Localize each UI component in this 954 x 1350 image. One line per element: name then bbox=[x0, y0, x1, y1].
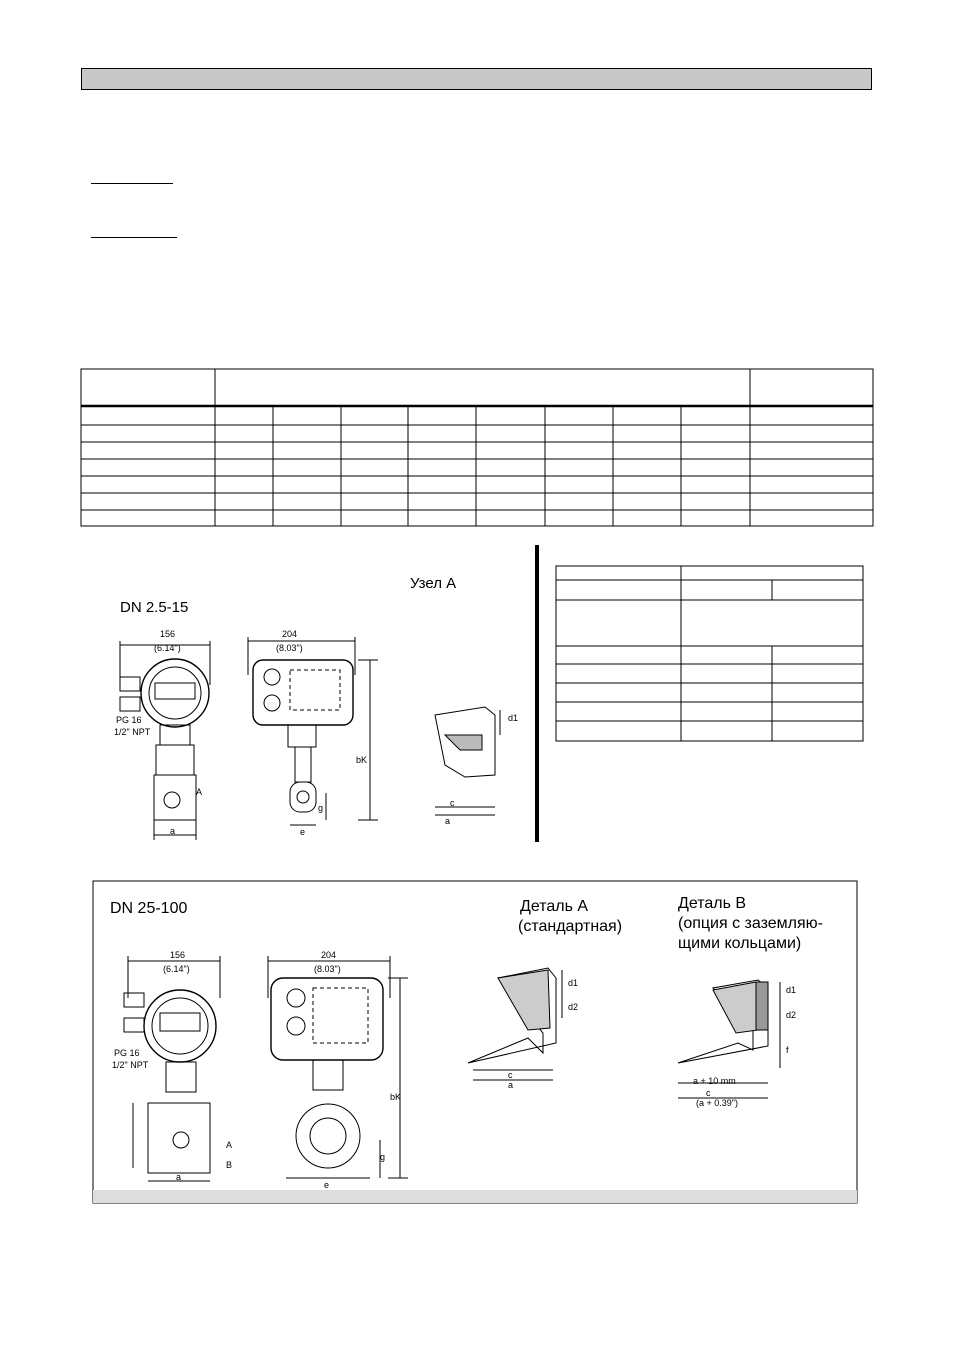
label-dn-small: DN 2.5-15 bbox=[120, 599, 189, 616]
svg-text:bK: bK bbox=[390, 1092, 402, 1102]
svg-text:d1: d1 bbox=[508, 713, 519, 723]
svg-text:d2: d2 bbox=[568, 1002, 579, 1012]
detail-b-sub1: (опция с заземляю- bbox=[678, 915, 823, 932]
svg-text:1/2" NPT: 1/2" NPT bbox=[112, 1060, 149, 1070]
svg-text:c: c bbox=[450, 798, 455, 808]
label-node-a: Узел A bbox=[410, 575, 457, 592]
detail-a-title: Деталь A bbox=[520, 898, 589, 915]
underline-1 bbox=[91, 183, 173, 184]
svg-text:(6.14"): (6.14") bbox=[163, 964, 190, 974]
svg-text:156: 156 bbox=[160, 629, 176, 639]
svg-text:204: 204 bbox=[321, 950, 337, 960]
svg-text:d2: d2 bbox=[786, 1010, 797, 1020]
svg-text:c: c bbox=[508, 1070, 513, 1080]
svg-text:156: 156 bbox=[170, 950, 186, 960]
drawing-dn-small bbox=[90, 545, 540, 845]
detail-b-sub2: щими кольцами) bbox=[678, 935, 802, 952]
svg-text:bK: bK bbox=[356, 755, 368, 765]
svg-text:c: c bbox=[706, 1088, 711, 1098]
svg-text:204: 204 bbox=[282, 629, 298, 639]
svg-text:(a + 0.39"): (a + 0.39") bbox=[696, 1098, 738, 1108]
dimensions-table bbox=[80, 368, 874, 528]
svg-text:f: f bbox=[786, 1045, 789, 1055]
svg-text:A: A bbox=[226, 1140, 233, 1150]
svg-text:1/2" NPT: 1/2" NPT bbox=[114, 727, 151, 737]
svg-text:a + 10 mm: a + 10 mm bbox=[693, 1076, 736, 1086]
svg-text:a: a bbox=[176, 1172, 182, 1182]
svg-text:A: A bbox=[196, 787, 203, 797]
svg-text:d1: d1 bbox=[786, 985, 797, 995]
svg-text:a: a bbox=[508, 1080, 514, 1090]
svg-text:g: g bbox=[318, 803, 324, 813]
svg-text:d1: d1 bbox=[568, 978, 579, 988]
svg-text:a: a bbox=[445, 816, 451, 826]
svg-text:PG 16: PG 16 bbox=[114, 1048, 140, 1058]
detail-b-title: Деталь B bbox=[678, 895, 747, 912]
detail-a-sub: (стандартная) bbox=[518, 918, 623, 935]
svg-text:(6.14"): (6.14") bbox=[154, 643, 181, 653]
section-header-bar bbox=[81, 68, 872, 90]
svg-text:(8.03"): (8.03") bbox=[314, 964, 341, 974]
svg-text:g: g bbox=[380, 1152, 386, 1162]
svg-text:PG 16: PG 16 bbox=[116, 715, 142, 725]
svg-text:a: a bbox=[170, 826, 176, 836]
underline-2 bbox=[91, 237, 177, 238]
svg-text:(8.03"): (8.03") bbox=[276, 643, 303, 653]
svg-text:e: e bbox=[324, 1180, 330, 1190]
small-table bbox=[555, 565, 865, 743]
drawing-dn-large bbox=[88, 878, 868, 1208]
svg-text:e: e bbox=[300, 827, 306, 837]
svg-text:B: B bbox=[226, 1160, 233, 1170]
label-dn-large: DN 25-100 bbox=[110, 900, 188, 917]
